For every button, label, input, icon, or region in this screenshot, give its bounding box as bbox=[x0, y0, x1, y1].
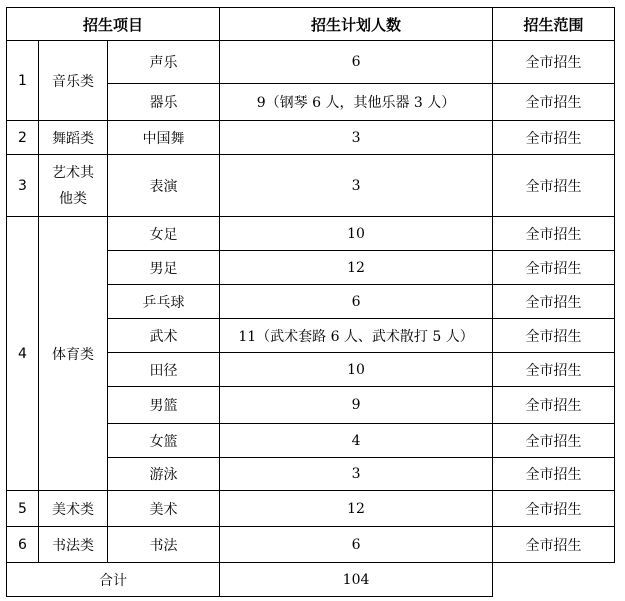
item-cell: 表演 bbox=[108, 155, 220, 217]
scope-cell: 全市招生 bbox=[493, 121, 615, 155]
header-scope: 招生范围 bbox=[493, 8, 615, 41]
item-cell: 乒乓球 bbox=[108, 285, 220, 319]
category-cell: 美术类 bbox=[39, 491, 108, 527]
item-cell: 器乐 bbox=[108, 84, 220, 121]
plan-cell: 4 bbox=[220, 424, 493, 458]
item-cell: 女篮 bbox=[108, 424, 220, 458]
table-row bbox=[7, 491, 615, 527]
plan-cell: 12 bbox=[220, 251, 493, 285]
item-cell: 男足 bbox=[108, 251, 220, 285]
item-cell: 游泳 bbox=[108, 458, 220, 491]
row-number: 3 bbox=[7, 155, 39, 217]
table-row bbox=[7, 527, 615, 563]
row-number: 4 bbox=[7, 217, 39, 491]
table-row bbox=[7, 121, 615, 155]
plan-cell: 9 bbox=[220, 387, 493, 424]
item-cell: 中国舞 bbox=[108, 121, 220, 155]
scope-cell: 全市招生 bbox=[493, 41, 615, 84]
item-cell: 武术 bbox=[108, 319, 220, 353]
row-number: 5 bbox=[7, 491, 39, 527]
table-row bbox=[7, 155, 615, 217]
scope-cell: 全市招生 bbox=[493, 491, 615, 527]
plan-cell: 12 bbox=[220, 491, 493, 527]
row-number: 2 bbox=[7, 121, 39, 155]
category-cell bbox=[39, 155, 108, 217]
scope-cell: 全市招生 bbox=[493, 527, 615, 563]
category-cell: 舞蹈类 bbox=[39, 121, 108, 155]
scope-cell: 全市招生 bbox=[493, 155, 615, 217]
row-number: 1 bbox=[7, 41, 39, 121]
row-number: 6 bbox=[7, 527, 39, 563]
plan-cell: 9（钢琴 6 人，其他乐器 3 人） bbox=[220, 84, 493, 121]
plan-cell: 11（武术套路 6 人、武术散打 5 人） bbox=[220, 319, 493, 353]
header-plan: 招生计划人数 bbox=[220, 8, 493, 41]
total-scope-empty bbox=[493, 563, 615, 597]
plan-cell: 6 bbox=[220, 285, 493, 319]
plan-cell: 10 bbox=[220, 353, 493, 387]
enrollment-plan-table bbox=[6, 7, 615, 597]
scope-cell: 全市招生 bbox=[493, 353, 615, 387]
plan-cell: 6 bbox=[220, 527, 493, 563]
item-cell: 女足 bbox=[108, 217, 220, 251]
category-cell: 体育类 bbox=[39, 217, 108, 491]
scope-cell: 全市招生 bbox=[493, 319, 615, 353]
scope-cell: 全市招生 bbox=[493, 424, 615, 458]
item-cell: 声乐 bbox=[108, 41, 220, 84]
category-cell: 音乐类 bbox=[39, 41, 108, 121]
header-project: 招生项目 bbox=[7, 8, 220, 41]
plan-cell: 10 bbox=[220, 217, 493, 251]
category-text: 艺术其他类 bbox=[52, 164, 94, 207]
item-cell: 美术 bbox=[108, 491, 220, 527]
plan-cell: 3 bbox=[220, 121, 493, 155]
category-cell: 书法类 bbox=[39, 527, 108, 563]
plan-cell: 6 bbox=[220, 41, 493, 84]
plan-cell: 3 bbox=[220, 155, 493, 217]
header-row bbox=[7, 8, 615, 41]
item-cell: 男篮 bbox=[108, 387, 220, 424]
total-row bbox=[7, 563, 615, 597]
item-cell: 田径 bbox=[108, 353, 220, 387]
scope-cell: 全市招生 bbox=[493, 458, 615, 491]
scope-cell: 全市招生 bbox=[493, 217, 615, 251]
scope-cell: 全市招生 bbox=[493, 84, 615, 121]
total-value: 104 bbox=[220, 563, 493, 597]
scope-cell: 全市招生 bbox=[493, 251, 615, 285]
item-cell: 书法 bbox=[108, 527, 220, 563]
table-row bbox=[7, 217, 615, 251]
table-row bbox=[7, 41, 615, 84]
plan-cell: 3 bbox=[220, 458, 493, 491]
total-label: 合计 bbox=[7, 563, 220, 597]
scope-cell: 全市招生 bbox=[493, 387, 615, 424]
scope-cell: 全市招生 bbox=[493, 285, 615, 319]
